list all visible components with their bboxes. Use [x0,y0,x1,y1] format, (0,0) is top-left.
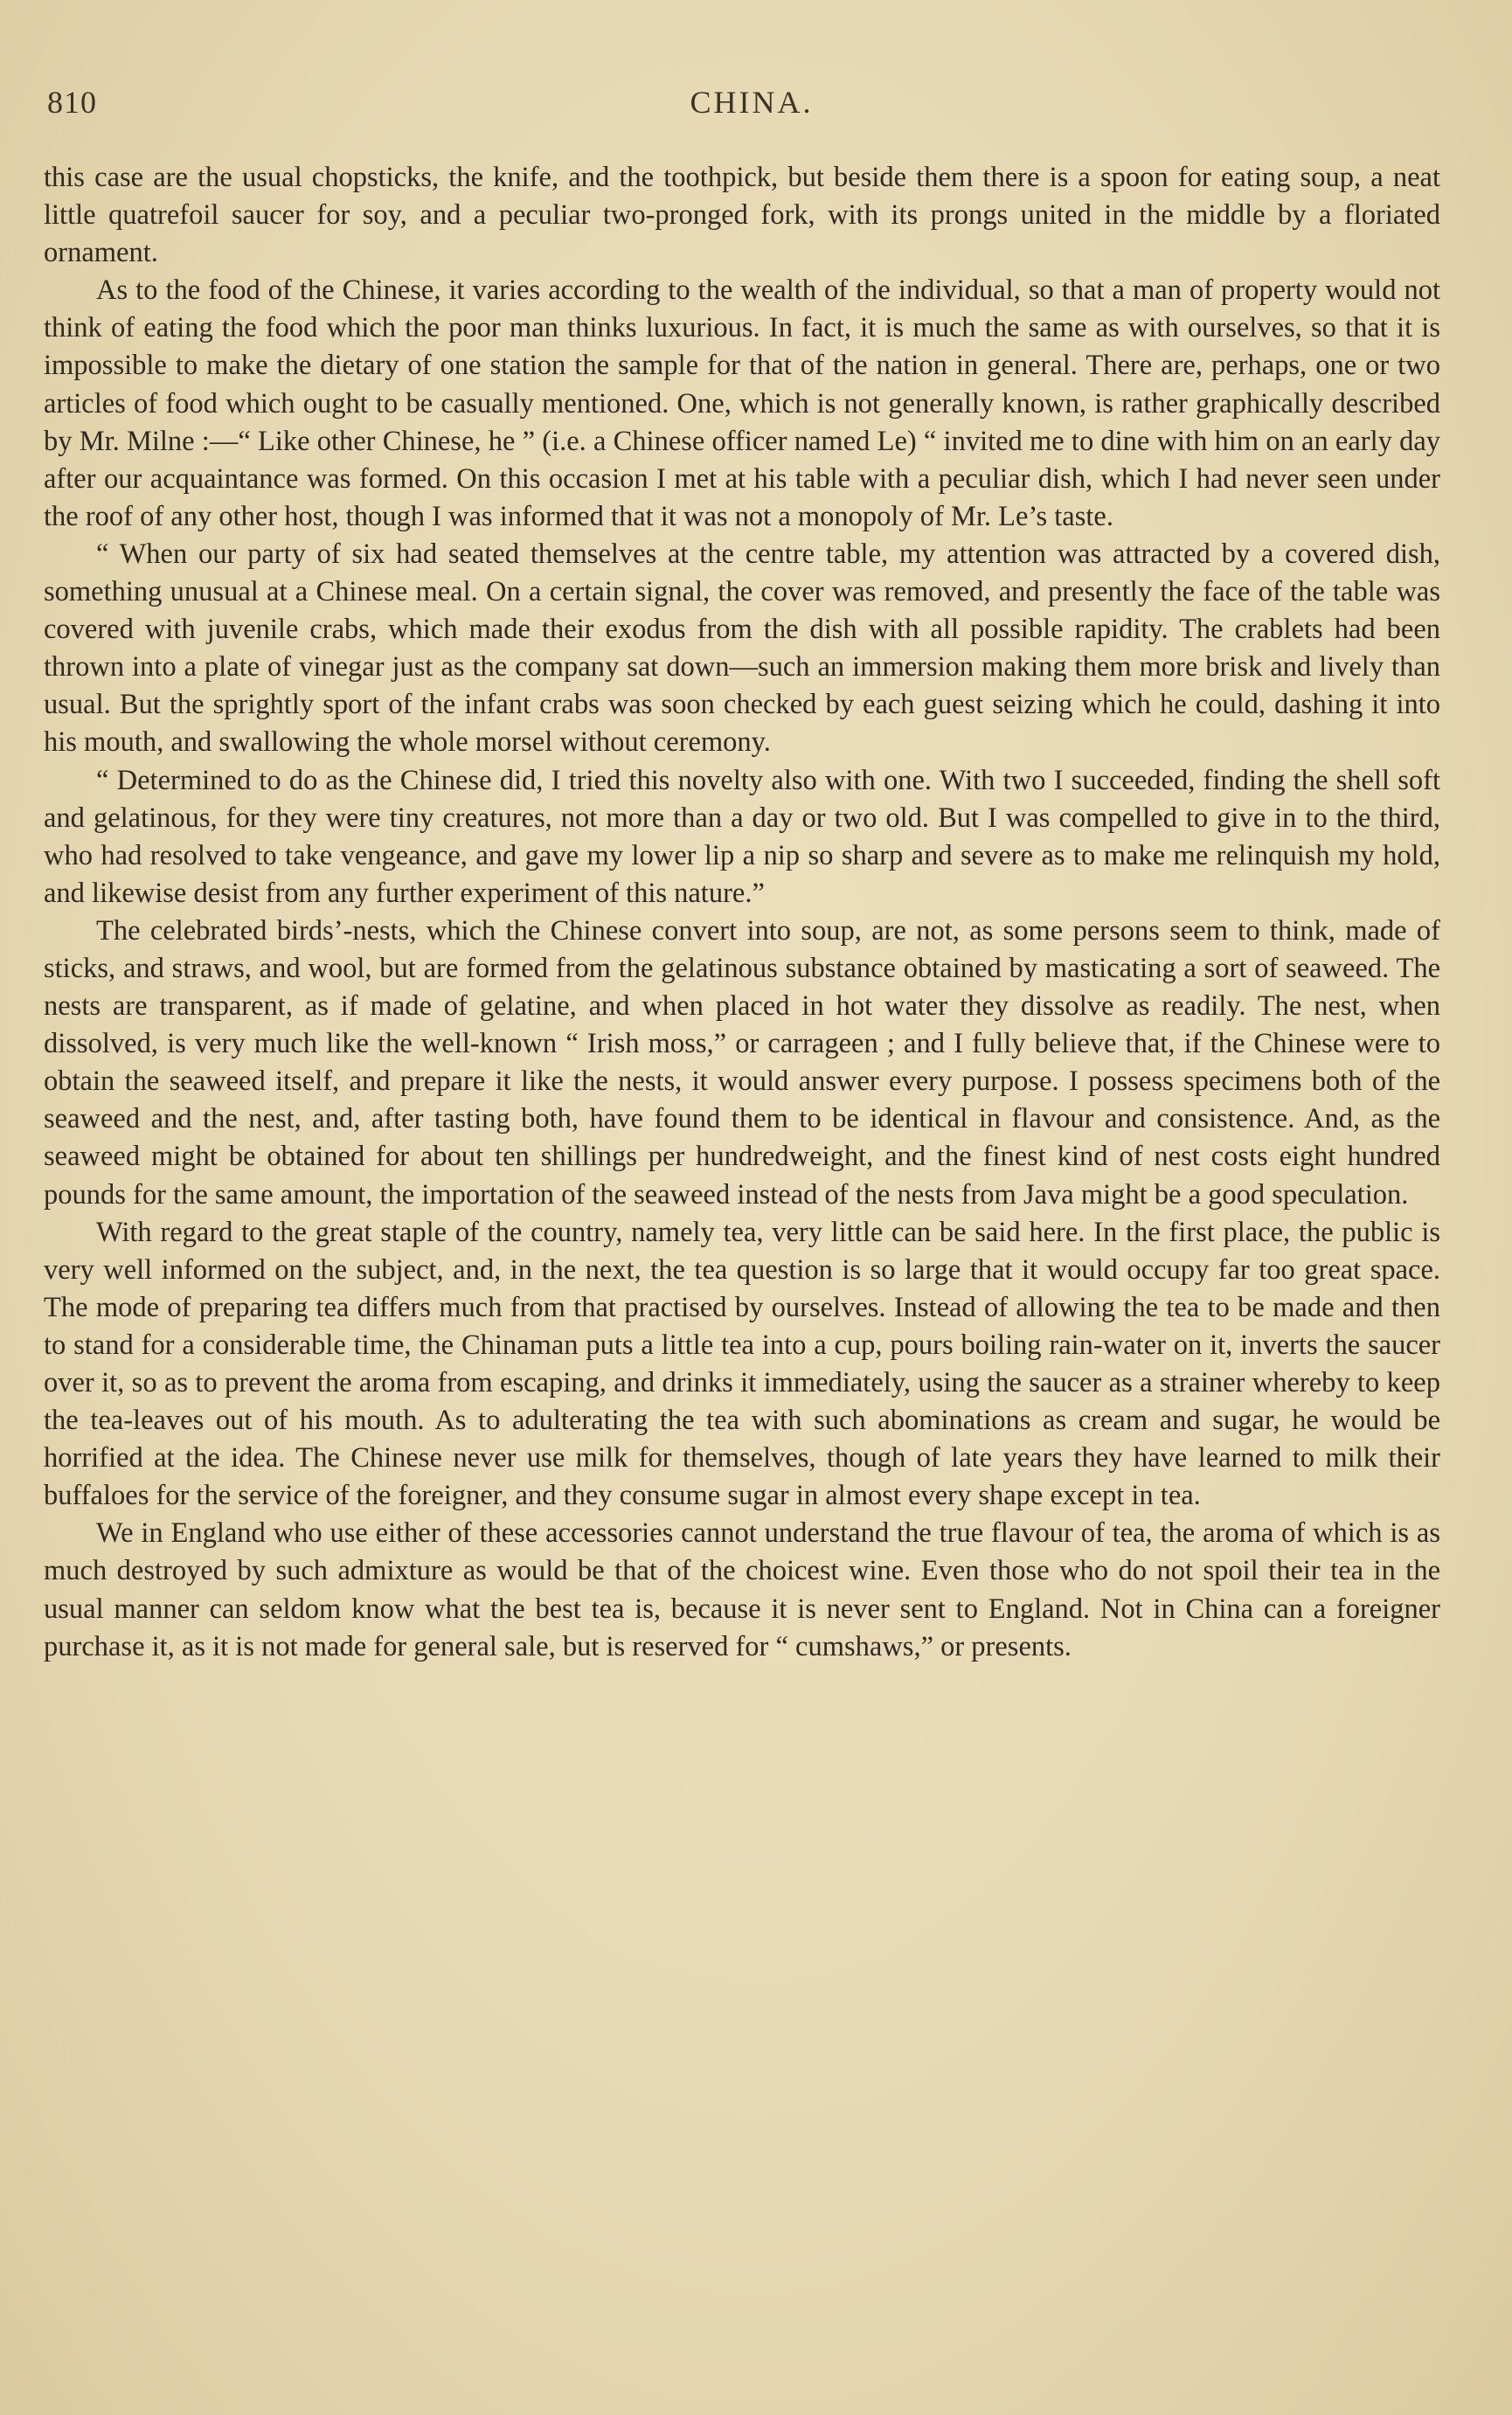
page-number: 810 [47,85,97,120]
running-title: CHINA. [690,85,814,120]
paragraph: The celebrated birds’-nests, which the Chinese convert into soup, are not, as some persons seem to think, made of sticks, and straws, and wool, but are formed from the gelatinous substance obtained by masticating a sort of seaweed. The nests are transparent, as if made of gelatine, and when placed in hot water they dissolve as readily. The nest, when dissolved, is very much like the well-known “ Irish moss,” or carrageen ; and I fully believe that, if the Chinese were to obtain the seaweed itself, and prepare it like the nests, it would answer every purpose. I possess specimens both of the seaweed and the nest, and, after tasting both, have found them to be identical in flavour and consistence. And, as the seaweed might be obtained for about ten shillings per hundredweight, and the finest kind of nest costs eight hundred pounds for the same amount, the importation of the seaweed instead of the nests from Java might be a good speculation. [44,914,1440,1211]
paragraph: With regard to the great staple of the country, namely tea, very little can be said here. In the first place, the public is very well informed on the subject, and, in the next, the tea question is so large that it would occupy far too great space. The mode of preparing tea differs much from that practised by ourselves. Instead of allowing the tea to be made and then to stand for a considerable time, the Chinaman puts a little tea into a cup, pours boiling rain-water on it, inverts the saucer over it, so as to prevent the aroma from escaping, and drinks it immediately, using the saucer as a strainer whereby to keep the tea-leaves out of his mouth. As to adulterating the tea with such abominations as cream and sugar, he would be horrified at the idea. The Chinese never use milk for themselves, though of late years they have learned to milk their buffaloes for the service of the foreigner, and they consume sugar in almost every shape except in tea. [44,1216,1440,1512]
paragraph: “ When our party of six had seated themselves at the centre table, my attention was attracted by a covered dish, something unusual at a Chinese meal. On a certain signal, the cover was removed, and presently the face of the table was covered with juvenile crabs, which made their exodus from the dish with all possible rapidity. The crablets had been thrown into a plate of vinegar just as the company sat down—such an immersion making them more brisk and lively than usual. But the sprightly sport of the infant crabs was soon checked by each guest seizing which he could, dashing it into his mouth, and swallowing the whole morsel without ceremony. [44,538,1440,759]
paragraph: We in England who use either of these accessories cannot understand the true flavour of tea, the aroma of which is as much destroyed by such admixture as would be that of the choicest wine. Even those who do not spoil their tea in the usual manner can seldom know what the best tea is, because it is never sent to England. Not in China can a foreigner purchase it, as it is not made for general sale, but is reserved for “ cumshaws,” or presents. [44,1517,1440,1662]
paragraph: As to the food of the Chinese, it varies according to the wealth of the individual, so that a man of property would not think of eating the food which the poor man thinks luxurious. In fact, it is much the same as with ourselves, so that it is impossible to make the dietary of one station the sample for that of the nation in general. There are, perhaps, one or two articles of food which ought to be casually mentioned. One, which is not generally known, is rather graphically described by Mr. Milne :—“ Like other Chinese, he ” (i.e. a Chinese officer named Le) “ invited me to dine with him on an early day after our acquaintance was formed. On this occasion I met at his table with a peculiar dish, which I had never seen under the roof of any other host, though I was informed that it was not a monopoly of Mr. Le’s taste. [44,274,1440,532]
body-text [44,159,1440,1666]
paragraph: this case are the usual chopsticks, the knife, and the toothpick, but beside them there is a spoon for eating soup, a neat little quatrefoil saucer for soy, and a peculiar two-pronged fork, with its prongs united in the middle by a floriated ornament. [44,162,1440,269]
page-header [47,84,1456,129]
paragraph: “ Determined to do as the Chinese did, I tried this novelty also with one. With two I succeeded, finding the shell soft and gelatinous, for they were tiny creatures, not more than a day or two old. But I was compelled to give in to the third, who had resolved to take vengeance, and gave my lower lip a nip so sharp and severe as to make me relinquish my hold, and likewise desist from any further experiment of this nature.” [44,764,1440,909]
